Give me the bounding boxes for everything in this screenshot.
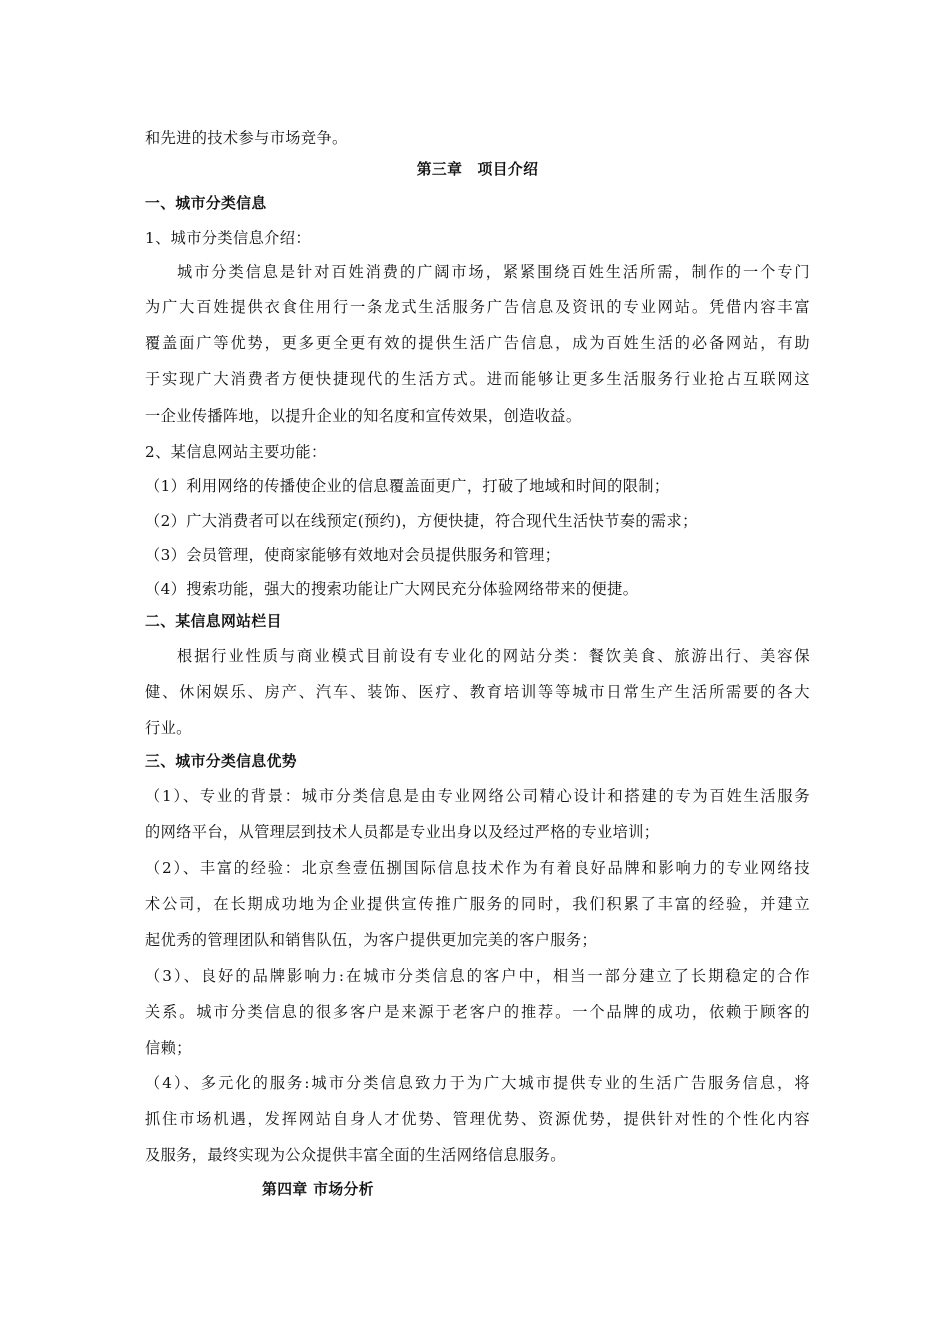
paragraph-line: 城市分类信息是针对百姓消费的广阔市场，紧紧围绕百姓生活所需，制作的一个专门 [177, 263, 810, 281]
section-heading: 二、某信息网站栏目 [145, 613, 282, 630]
paragraph-line: 健、休闲娱乐、房产、汽车、装饰、医疗、教育培训等等城市日常生产生活所需要的各大 [145, 683, 810, 701]
list-item: （3）会员管理，使商家能够有效地对会员提供服务和管理； [145, 546, 561, 564]
paragraph-line: 根据行业性质与商业模式目前设有专业化的网站分类：餐饮美食、旅游出行、美容保 [177, 647, 810, 665]
paragraph-line: 为广大百姓提供衣食住用行一条龙式生活服务广告信息及资讯的专业网站。凭借内容丰富 [145, 298, 810, 316]
list-item: （4）搜索功能，强大的搜索功能让广大网民充分体验网络带来的便捷。 [145, 580, 639, 598]
text-line: 和先进的技术参与市场竞争。 [145, 129, 348, 147]
section-heading: 一、城市分类信息 [145, 195, 267, 212]
section-heading: 三、城市分类信息优势 [145, 753, 297, 770]
subsection-label: 2、某信息网站主要功能： [145, 443, 327, 461]
paragraph-line: 一企业传播阵地，以提升企业的知名度和宣传效果，创造收益。 [145, 407, 582, 425]
list-item: （2）、丰富的经验：北京叁壹伍捌国际信息技术作为有着良好品牌和影响力的专业网络技 [145, 859, 810, 877]
list-item-continuation: 的网络平台，从管理层到技术人员都是专业出身以及经过严格的专业培训； [145, 823, 660, 841]
list-item: （1）、专业的背景：城市分类信息是由专业网络公司精心设计和搭建的专为百姓生活服务 [145, 787, 810, 805]
list-item: （1）利用网络的传播使企业的信息覆盖面更广，打破了地域和时间的限制； [145, 477, 670, 495]
list-item-continuation: 关系。城市分类信息的很多客户是来源于老客户的推荐。一个品牌的成功，依赖于顾客的 [145, 1003, 810, 1021]
list-item-continuation: 术公司，在长期成功地为企业提供宣传推广服务的同时，我们积累了丰富的经验，并建立 [145, 895, 810, 913]
list-item: （2）广大消费者可以在线预定(预约)，方便快捷，符合现代生活快节奏的需求； [145, 512, 698, 530]
list-item-continuation: 抓住市场机遇，发挥网站自身人才优势、管理优势、资源优势，提供针对性的个性化内容 [145, 1110, 810, 1128]
list-item: （4）、多元化的服务:城市分类信息致力于为广大城市提供专业的生活广告服务信息，将 [145, 1074, 810, 1092]
chapter-heading: 第四章 市场分析 [262, 1181, 374, 1198]
list-item-continuation: 及服务，最终实现为公众提供丰富全面的生活网络信息服务。 [145, 1146, 566, 1164]
subsection-label: 1、城市分类信息介绍： [145, 229, 311, 247]
chapter-heading: 第三章 项目介绍 [416, 161, 539, 178]
list-item: （3）、良好的品牌影响力:在城市分类信息的客户中，相当一部分建立了长期稳定的合作 [145, 967, 810, 985]
paragraph-line: 覆盖面广等优势，更多更全更有效的提供生活广告信息，成为百姓生活的必备网站，有助 [145, 334, 810, 352]
list-item-continuation: 起优秀的管理团队和销售队伍，为客户提供更加完美的客户服务； [145, 931, 598, 949]
paragraph-line: 行业。 [145, 719, 192, 737]
list-item-continuation: 信赖； [145, 1039, 192, 1057]
paragraph-line: 于实现广大消费者方便快捷现代的生活方式。进而能够让更多生活服务行业抢占互联网这 [145, 370, 810, 388]
